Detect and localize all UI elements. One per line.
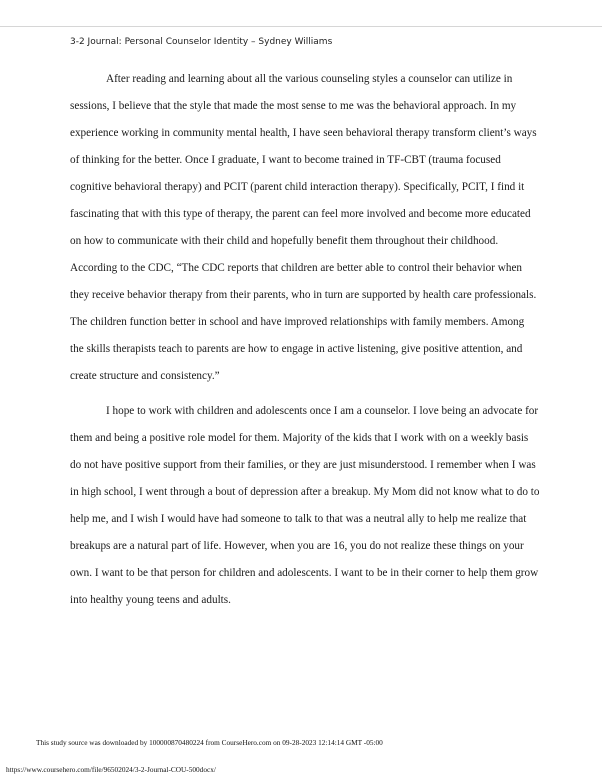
document-body <box>70 66 540 614</box>
source-url: https://www.coursehero.com/file/96502024/3-2-Journal-COU-500docx/ <box>6 765 216 774</box>
paragraph-children-adolescents: I hope to work with children and adolescents once I am a counselor. I love being an advocate for them and being a positive role model for them. Majority of the kids that I work with on a weekly basis do not have positive support from their families, or they are just misunderstood. I remember when I was in high school, I went through a bout of depression after a breakup. My Mom did not know what to do to help me, and I wish I would have had someone to talk to that was a neutral ally to help me realize that breakups are a natural part of life. However, when you are 16, you do not realize these things on your own. I want to be that person for children and adolescents. I want to be in their corner to help them grow into healthy young teens and adults. <box>70 405 540 606</box>
document-header: 3-2 Journal: Personal Counselor Identity – Sydney Williams <box>70 37 333 47</box>
download-notice: This study source was downloaded by 100000870480224 from CourseHero.com on 09-28-2023 12:14:14 GMT -05:00 <box>36 738 383 747</box>
page-top-rule <box>0 26 602 27</box>
paragraph-behavioral-approach: After reading and learning about all the various counseling styles a counselor can utilize in sessions, I believe that the style that made the most sense to me was the behavioral approach. In my experience working in community mental health, I have seen behavioral therapy transform client’s ways of thinking for the better. Once I graduate, I want to become trained in TF-CBT (trauma focused cognitive behavioral therapy) and PCIT (parent child interaction therapy). Specifically, PCIT, I find it fascinating that with this type of therapy, the parent can feel more involved and become more educated on how to communicate with their child and hopefully benefit them throughout their childhood. According to the CDC, “The CDC reports that children are better able to control their behavior when they receive behavior therapy from their parents, who in turn are supported by health care professionals. The children function better in school and have improved relationships with family members. Among the skills therapists teach to parents are how to engage in active listening, give positive attention, and create structure and consistency.” <box>70 73 537 382</box>
